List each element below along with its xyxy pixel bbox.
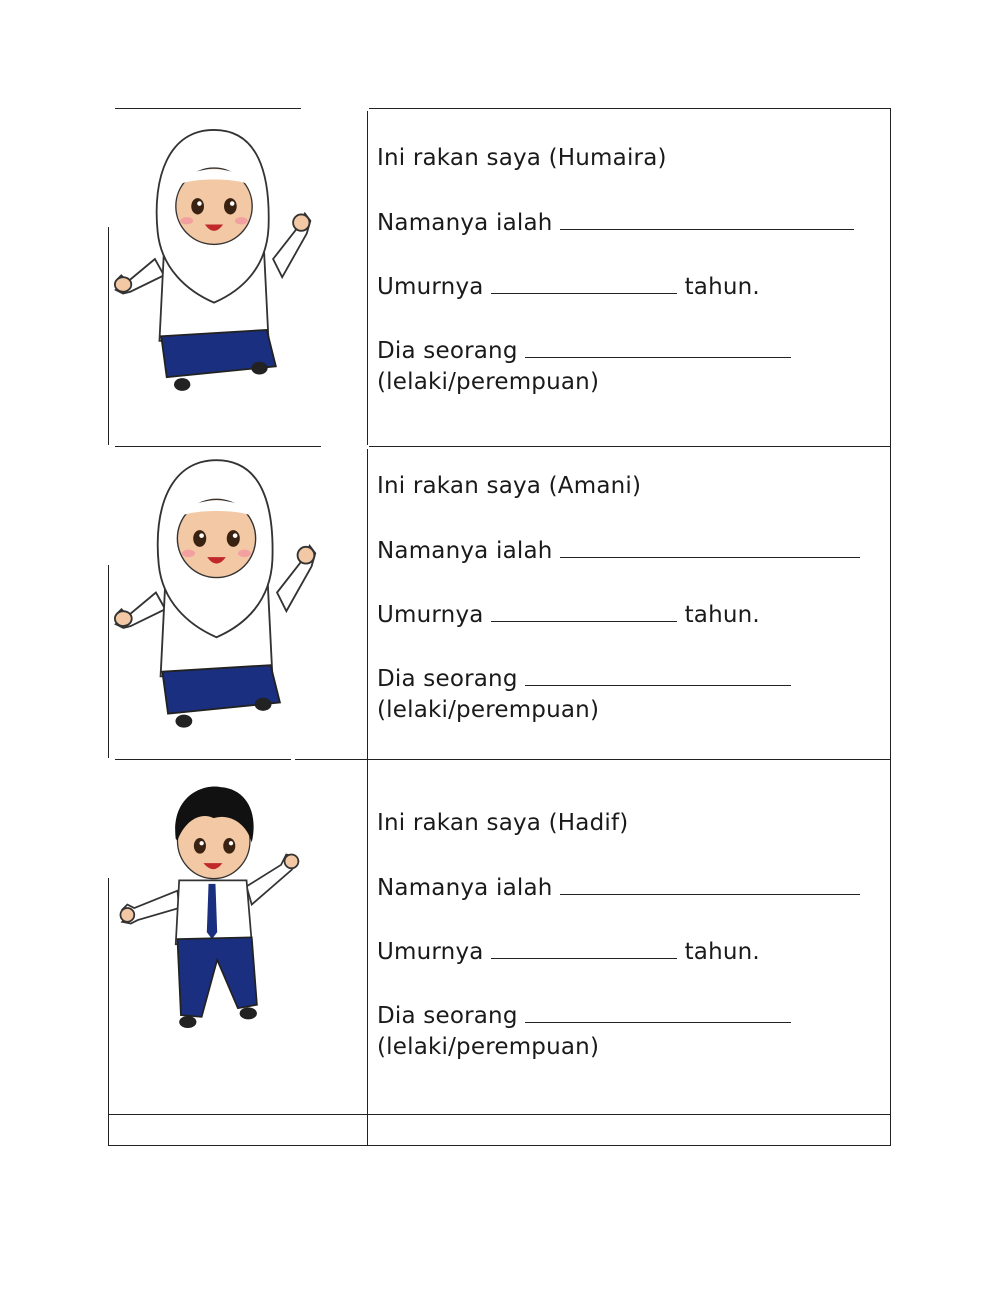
intro-line	[377, 473, 890, 499]
gender-line	[377, 665, 890, 691]
friend-name: (Hadif)	[548, 810, 629, 836]
gender-blank[interactable]	[525, 337, 791, 358]
picture-cell	[109, 447, 368, 760]
gender-line	[377, 337, 890, 363]
name-line	[377, 209, 890, 235]
empty-cell	[368, 1115, 891, 1146]
text-cell	[368, 447, 891, 760]
table-row	[109, 447, 891, 760]
text-cell	[368, 760, 891, 1115]
girl-hijab-icon	[114, 445, 319, 740]
table-row	[109, 109, 891, 447]
age-prompt: Umurnya	[377, 939, 484, 965]
table-row	[109, 1115, 891, 1146]
age-prompt: Umurnya	[377, 274, 484, 300]
age-suffix: tahun.	[684, 939, 760, 965]
gender-line	[377, 1002, 890, 1028]
intro-line	[377, 145, 890, 171]
gender-prompt: Dia seorang	[377, 666, 518, 692]
gender-blank[interactable]	[525, 665, 791, 686]
gender-prompt: Dia seorang	[377, 1003, 518, 1029]
age-line	[377, 273, 890, 299]
name-blank[interactable]	[560, 537, 860, 558]
age-blank[interactable]	[491, 273, 677, 294]
intro-prefix: Ini rakan saya	[377, 473, 542, 499]
text-cell	[368, 109, 891, 447]
name-line	[377, 537, 890, 563]
gender-blank[interactable]	[525, 1002, 791, 1023]
picture-cell	[109, 760, 368, 1115]
age-suffix: tahun.	[684, 274, 760, 300]
picture-cell	[109, 109, 368, 447]
name-prompt: Namanya ialah	[377, 538, 553, 564]
name-blank[interactable]	[560, 874, 860, 895]
age-prompt: Umurnya	[377, 602, 484, 628]
intro-prefix: Ini rakan saya	[377, 810, 542, 836]
worksheet-table	[108, 108, 891, 1146]
age-blank[interactable]	[491, 938, 677, 959]
boy-student-icon	[117, 758, 307, 1058]
gender-prompt: Dia seorang	[377, 338, 518, 364]
worksheet	[108, 108, 890, 1147]
girl-hijab-icon	[114, 109, 314, 409]
gender-options: (lelaki/perempuan)	[377, 1034, 600, 1060]
gender-options: (lelaki/perempuan)	[377, 697, 600, 723]
name-prompt: Namanya ialah	[377, 875, 553, 901]
intro-prefix: Ini rakan saya	[377, 145, 542, 171]
name-prompt: Namanya ialah	[377, 210, 553, 236]
age-line	[377, 601, 890, 627]
age-line	[377, 938, 890, 964]
gender-options: (lelaki/perempuan)	[377, 369, 600, 395]
friend-name: (Humaira)	[548, 145, 667, 171]
empty-cell	[109, 1115, 368, 1146]
age-suffix: tahun.	[684, 602, 760, 628]
table-row	[109, 760, 891, 1115]
intro-line	[377, 810, 890, 836]
age-blank[interactable]	[491, 601, 677, 622]
name-blank[interactable]	[560, 209, 854, 230]
friend-name: (Amani)	[548, 473, 642, 499]
name-line	[377, 874, 890, 900]
